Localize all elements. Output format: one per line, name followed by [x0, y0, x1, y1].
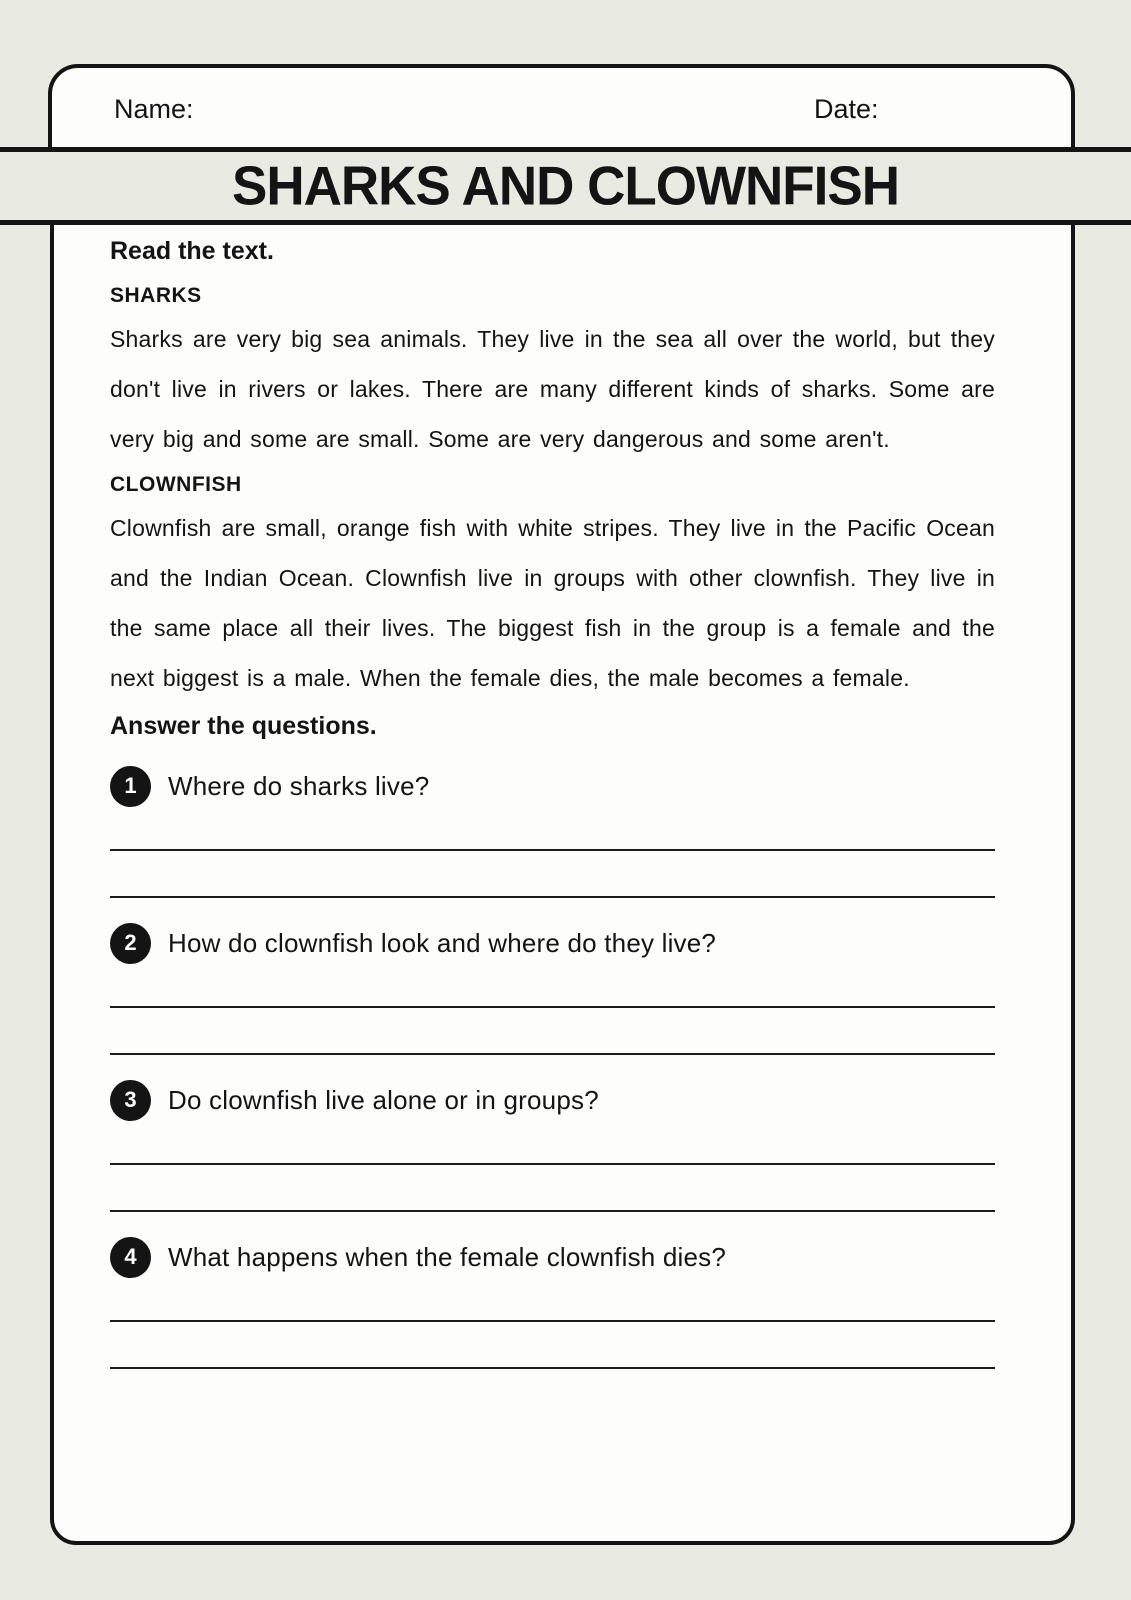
passage-sharks: [110, 284, 995, 464]
question-row: [110, 1236, 995, 1278]
passage-text: Clownfish are small, orange fish with white stripes. They live in the Pacific Ocean and the Indian Ocean. Clownfish live in groups with other clownfish. They live in the same place all their lives. The biggest fish in the group is a female and the next biggest is a male. When the female dies, the male becomes a female.: [110, 515, 995, 691]
question-text: Do clownfish live alone or in groups?: [168, 1084, 599, 1115]
question-row: [110, 922, 995, 964]
question-3: [110, 1079, 995, 1212]
passage-text: Sharks are very big sea animals. They live in the sea all over the world, but they don't live in rivers or lakes. There are many different kinds of sharks. Some are very big and some are small. Some are very dangerous and some aren't.: [110, 326, 995, 452]
question-number-badge: 1: [110, 766, 151, 807]
answer-line[interactable]: [110, 1278, 995, 1322]
question-1: [110, 765, 995, 898]
answer-line[interactable]: [110, 1165, 995, 1212]
answer-line[interactable]: [110, 1008, 995, 1055]
question-text: Where do sharks live?: [168, 770, 430, 801]
answer-line[interactable]: [110, 1121, 995, 1165]
question-2: [110, 922, 995, 1055]
passage-heading: SHARKS: [110, 284, 202, 307]
question-row: [110, 765, 995, 807]
worksheet-content: [50, 225, 1075, 1541]
page-title: SHARKS AND CLOWNFISH: [231, 155, 899, 217]
answer-line[interactable]: [110, 807, 995, 851]
question-number-badge: 2: [110, 923, 151, 964]
title-band: [0, 147, 1131, 225]
answer-instruction: Answer the questions.: [110, 712, 377, 740]
answer-line[interactable]: [110, 1322, 995, 1369]
read-instruction: Read the text.: [110, 237, 274, 265]
question-number-badge: 4: [110, 1237, 151, 1278]
question-4: [110, 1236, 995, 1369]
name-label: Name:: [114, 94, 194, 124]
question-number-badge: 3: [110, 1080, 151, 1121]
answer-line[interactable]: [110, 851, 995, 898]
question-row: [110, 1079, 995, 1121]
question-text: How do clownfish look and where do they live?: [168, 927, 717, 958]
passage-heading: CLOWNFISH: [110, 473, 242, 496]
answer-line[interactable]: [110, 964, 995, 1008]
date-label: Date:: [814, 94, 879, 124]
passage-clownfish: [110, 473, 995, 703]
question-text: What happens when the female clownfish dies?: [168, 1241, 727, 1272]
